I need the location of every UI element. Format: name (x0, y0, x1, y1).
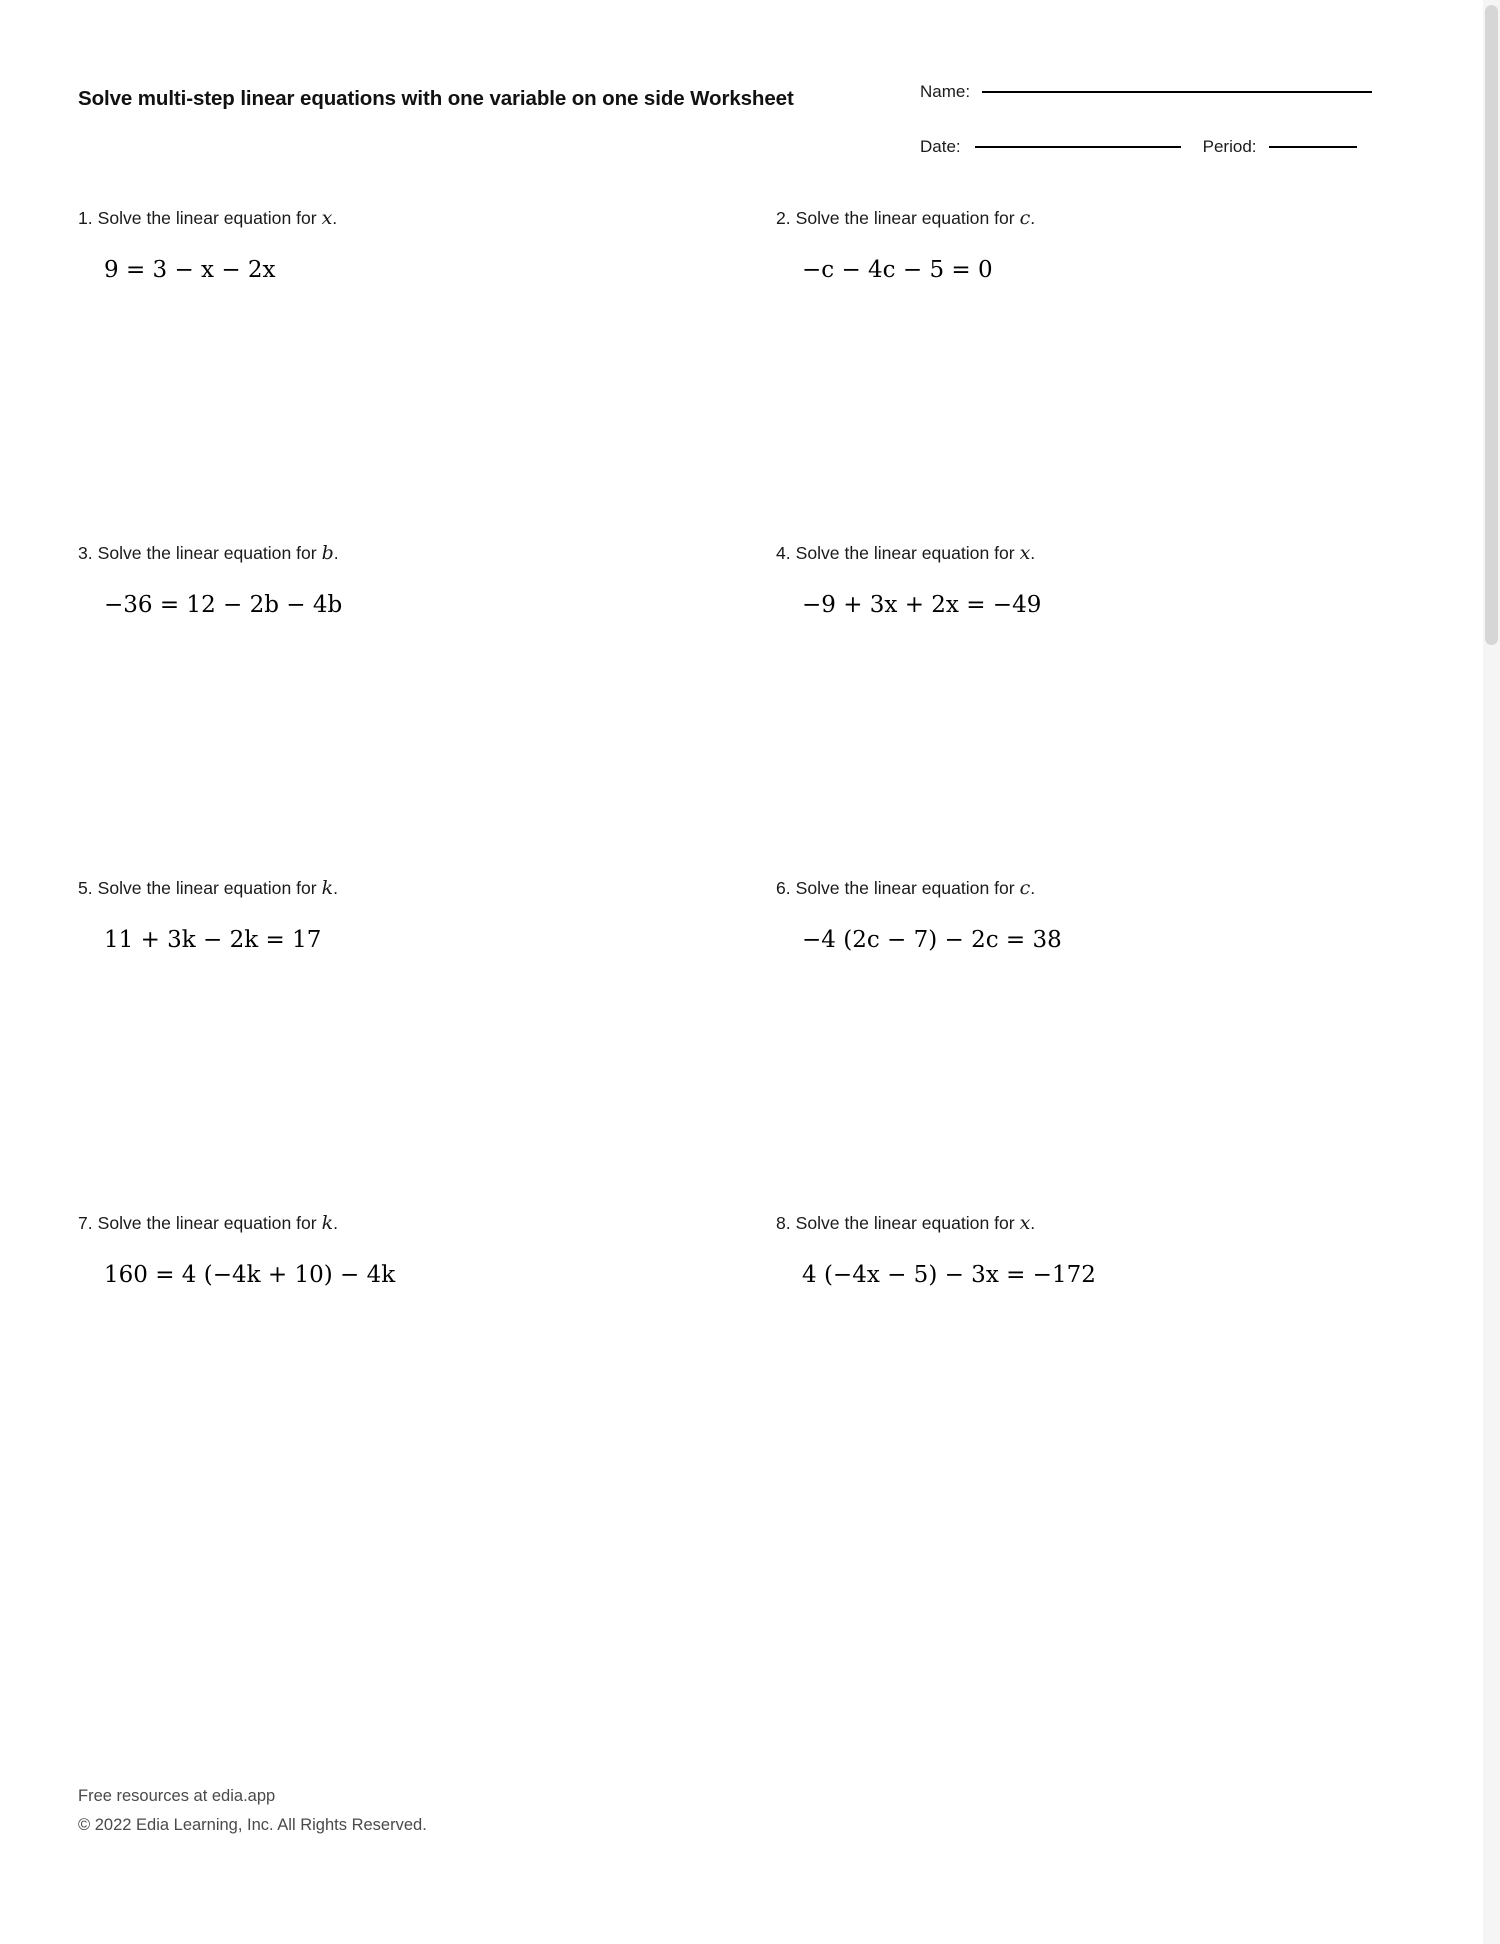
problem-4 (776, 541, 1416, 620)
problem-6 (776, 876, 1416, 955)
problem-punctuation: . (1030, 543, 1036, 563)
problem-2 (776, 206, 1416, 285)
problem-instruction: Solve the linear equation for (97, 1213, 317, 1233)
problem-punctuation: . (333, 1213, 338, 1233)
problem-instruction: Solve the linear equation for (795, 208, 1015, 228)
problem-prompt (776, 206, 1416, 230)
vertical-scrollbar-track[interactable] (1483, 0, 1500, 1944)
period-label: Period: (1202, 137, 1257, 156)
problem-variable: b (321, 542, 334, 564)
footer-resources-text: Free resources at edia.app (78, 1787, 276, 1805)
problem-1 (78, 206, 718, 285)
problem-prompt (78, 206, 718, 230)
problem-number: 5. (78, 878, 93, 898)
date-period-row (920, 137, 1420, 166)
problem-equation: 160 = 4 (−4k + 10) − 4k (104, 1262, 396, 1288)
period-input-line[interactable] (1269, 146, 1357, 148)
student-info-block (920, 82, 1420, 166)
problem-equation: −c − 4c − 5 = 0 (802, 257, 993, 283)
date-input-line[interactable] (975, 146, 1181, 148)
name-label: Name: (920, 82, 971, 101)
problem-number: 2. (776, 208, 791, 228)
problem-punctuation: . (1030, 208, 1036, 228)
date-label: Date: (920, 137, 961, 156)
problem-prompt (776, 876, 1416, 900)
problem-equation: −36 = 12 − 2b − 4b (104, 592, 343, 618)
problem-variable: x (321, 207, 333, 229)
problem-prompt (776, 1211, 1416, 1235)
problem-number: 6. (776, 878, 791, 898)
problem-equation: 4 (−4x − 5) − 3x = −172 (802, 1262, 1096, 1288)
problem-number: 7. (78, 1213, 93, 1233)
problem-equation: −4 (2c − 7) − 2c = 38 (802, 927, 1062, 953)
problem-instruction: Solve the linear equation for (795, 878, 1015, 898)
problem-instruction: Solve the linear equation for (97, 208, 317, 228)
problem-punctuation: . (1030, 878, 1036, 898)
problem-8 (776, 1211, 1416, 1290)
footer-copyright-text: © 2022 Edia Learning, Inc. All Rights Reserved. (78, 1816, 427, 1834)
problem-prompt (78, 541, 718, 565)
problem-punctuation: . (333, 543, 339, 563)
problem-number: 1. (78, 208, 93, 228)
page-title: Solve multi-step linear equations with one variable on one side Worksheet (78, 87, 794, 110)
name-row (920, 82, 1420, 111)
problem-variable: k (321, 877, 334, 899)
problem-prompt (78, 876, 718, 900)
problem-7 (78, 1211, 718, 1290)
name-input-line[interactable] (982, 91, 1372, 93)
worksheet-footer (78, 1782, 778, 1840)
problem-3 (78, 541, 718, 620)
problem-punctuation: . (332, 208, 338, 228)
problem-instruction: Solve the linear equation for (795, 543, 1015, 563)
problem-variable: c (1019, 877, 1031, 899)
problem-variable: x (1019, 1212, 1031, 1234)
problem-variable: c (1019, 207, 1031, 229)
problem-prompt (776, 541, 1416, 565)
problem-prompt (78, 1211, 718, 1235)
problem-equation: −9 + 3x + 2x = −49 (802, 592, 1042, 618)
vertical-scrollbar-thumb[interactable] (1485, 5, 1498, 645)
problem-number: 4. (776, 543, 791, 563)
problem-variable: k (321, 1212, 334, 1234)
problem-number: 3. (78, 543, 93, 563)
problem-number: 8. (776, 1213, 791, 1233)
problem-instruction: Solve the linear equation for (97, 543, 317, 563)
problem-instruction: Solve the linear equation for (795, 1213, 1015, 1233)
problem-5 (78, 876, 718, 955)
problem-punctuation: . (1030, 1213, 1036, 1233)
problem-equation: 11 + 3k − 2k = 17 (104, 927, 322, 953)
problem-instruction: Solve the linear equation for (97, 878, 317, 898)
problem-equation: 9 = 3 − x − 2x (104, 257, 276, 283)
worksheet-header (0, 0, 1483, 170)
problem-punctuation: . (333, 878, 338, 898)
problem-variable: x (1019, 542, 1031, 564)
